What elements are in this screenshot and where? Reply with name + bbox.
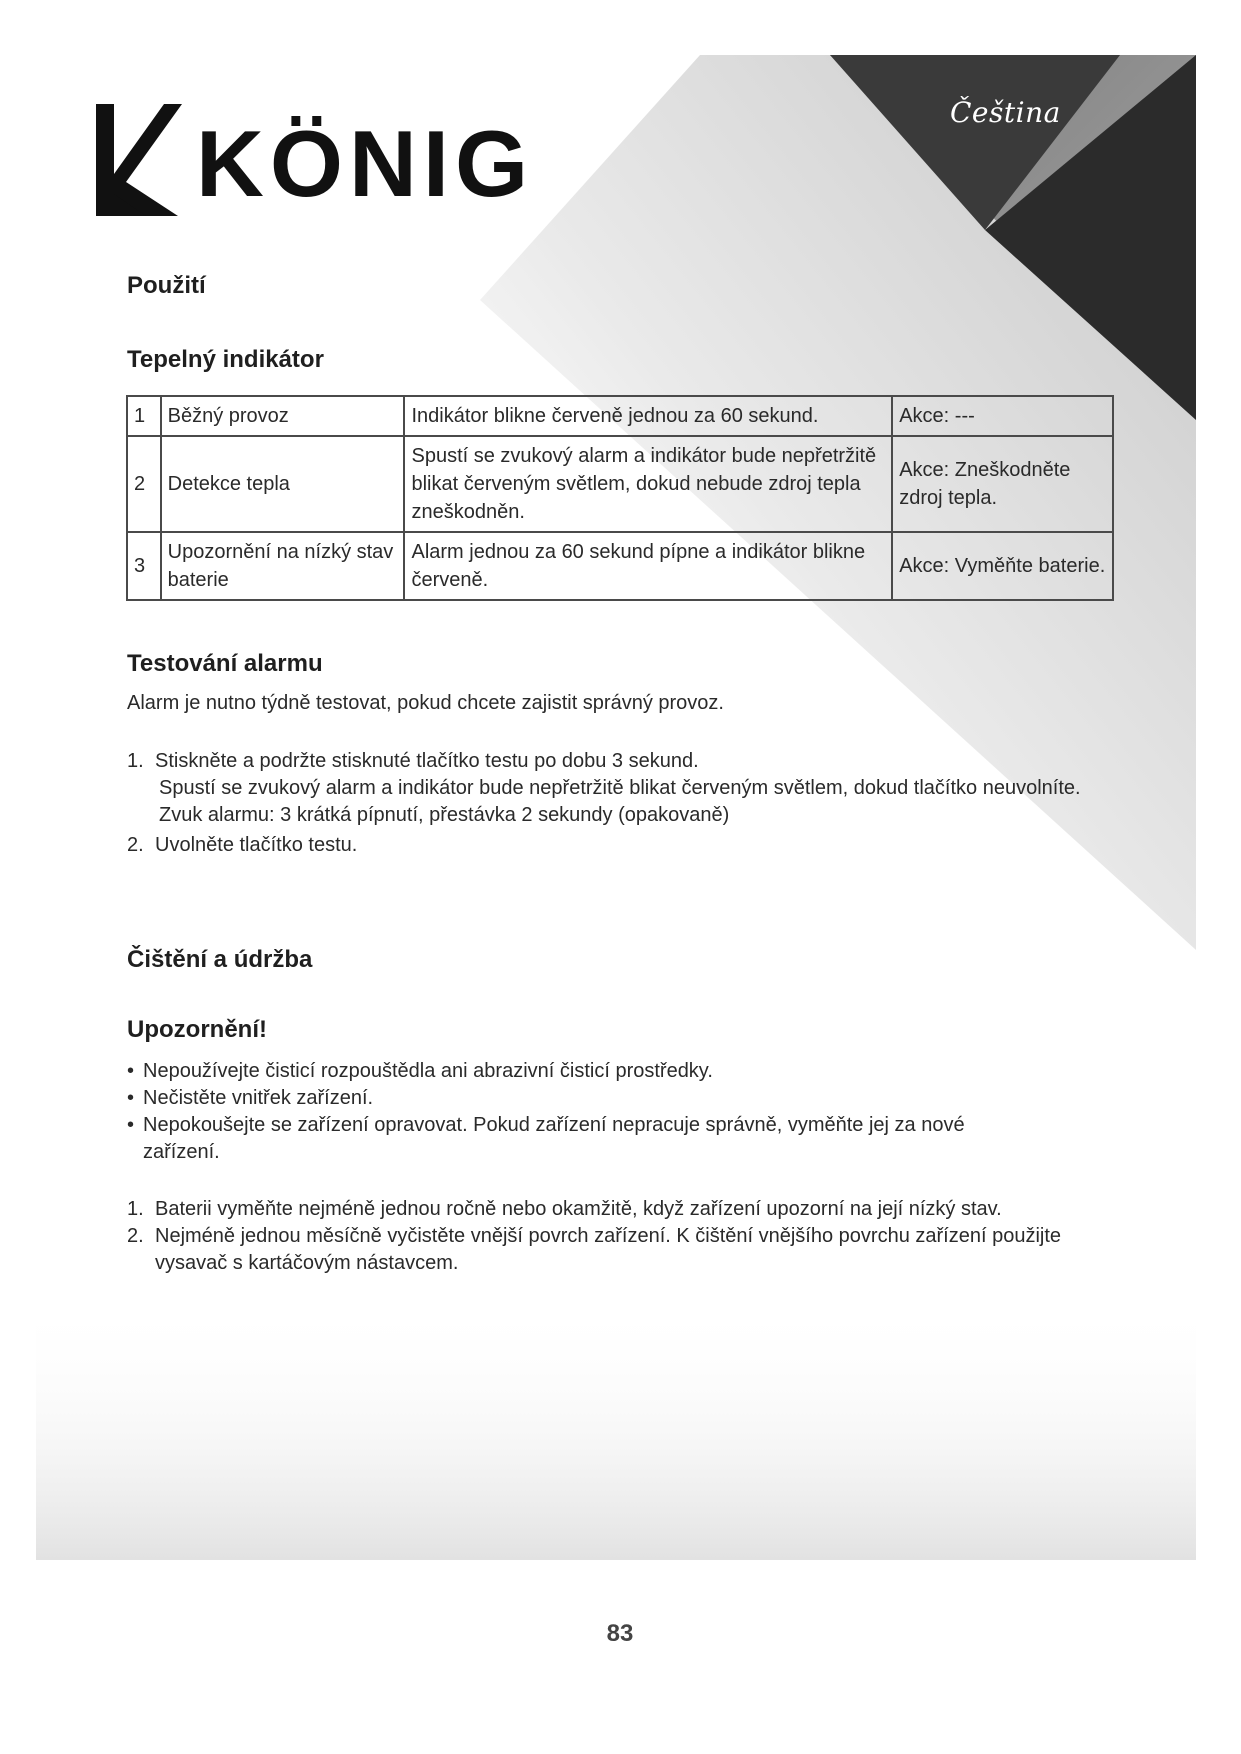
section-title-usage: Použití	[127, 272, 206, 299]
table-cell: Upozornění na nízký stav baterie	[161, 532, 405, 600]
warning-list	[127, 1058, 1087, 1166]
maintenance-steps	[127, 1196, 1107, 1277]
table-row	[127, 532, 1113, 600]
section-title-heat-indicator: Tepelný indikátor	[127, 346, 324, 373]
list-item	[127, 1196, 1107, 1223]
list-item	[127, 1112, 1087, 1166]
section-title-cleaning: Čištění a údržba	[127, 946, 313, 973]
step-text: Uvolněte tlačítko testu.	[155, 834, 358, 856]
table-cell: Indikátor blikne červeně jednou za 60 sekund.	[404, 396, 892, 436]
page-number: 83	[606, 1620, 634, 1647]
table-cell: Detekce tepla	[161, 436, 405, 532]
table-cell: 1	[127, 396, 161, 436]
step-text: Baterii vyměňte nejméně jednou ročně nebo okamžitě, když zařízení upozorní na její nízký stav.	[155, 1198, 1002, 1220]
table-cell: Běžný provoz	[161, 396, 405, 436]
list-number: 1.	[127, 750, 144, 772]
warning-text: Nepoužívejte čisticí rozpouštědla ani abrazivní čisticí prostředky.	[143, 1060, 713, 1082]
table-cell: Akce: Zneškodněte zdroj tepla.	[892, 436, 1113, 532]
step-text: Nejméně jednou měsíčně vyčistěte vnější povrch zařízení. K čištění vnějšího povrchu zařízení použijte vysavač s kartáčovým nástavcem.	[155, 1225, 1062, 1274]
step-subtext: Zvuk alarmu: 3 krátká pípnutí, přestávka 2 sekundy (opakovaně)	[159, 804, 730, 826]
warning-text: Nepokoušejte se zařízení opravovat. Pokud zařízení nepracuje správně, vyměňte jej za nové zařízení.	[143, 1114, 965, 1163]
list-number: 1.	[127, 1198, 144, 1220]
bullet-icon: •	[127, 1087, 135, 1109]
konig-logo	[96, 104, 536, 224]
bullet-icon: •	[127, 1060, 135, 1082]
table-row	[127, 436, 1113, 532]
table-cell: 2	[127, 436, 161, 532]
list-number: 2.	[127, 834, 144, 856]
brand-name: KÖNIG	[196, 111, 535, 216]
table-cell: Spustí se zvukový alarm a indikátor bude nepřetržitě blikat červeným světlem, dokud nebude zdroj tepla zneškodněn.	[404, 436, 892, 532]
table-row	[127, 396, 1113, 436]
table-cell: 3	[127, 532, 161, 600]
section-title-warning: Upozornění!	[127, 1016, 267, 1043]
table-cell: Akce: ---	[892, 396, 1113, 436]
alarm-test-steps	[127, 748, 1087, 859]
bullet-icon: •	[127, 1114, 135, 1136]
list-number: 2.	[127, 1225, 144, 1247]
language-label: Čeština	[950, 96, 1061, 129]
konig-logo-mark-icon	[96, 104, 536, 224]
list-item	[127, 748, 1087, 829]
step-text: Stiskněte a podržte stisknuté tlačítko testu po dobu 3 sekund.	[155, 750, 699, 772]
list-item	[127, 1058, 1087, 1085]
list-item	[127, 1085, 1087, 1112]
heat-indicator-table	[126, 395, 1114, 601]
table-cell: Alarm jednou za 60 sekund pípne a indikátor blikne červeně.	[404, 532, 892, 600]
list-item	[127, 832, 1087, 859]
alarm-test-intro: Alarm je nutno týdně testovat, pokud chcete zajistit správný provoz.	[127, 692, 724, 714]
table-cell: Akce: Vyměňte baterie.	[892, 532, 1113, 600]
section-title-alarm-test: Testování alarmu	[127, 650, 323, 677]
warning-text: Nečistěte vnitřek zařízení.	[143, 1087, 374, 1109]
list-item	[127, 1223, 1107, 1277]
step-subtext: Spustí se zvukový alarm a indikátor bude nepřetržitě blikat červeným světlem, dokud tlačítko neuvolníte.	[159, 777, 1081, 799]
